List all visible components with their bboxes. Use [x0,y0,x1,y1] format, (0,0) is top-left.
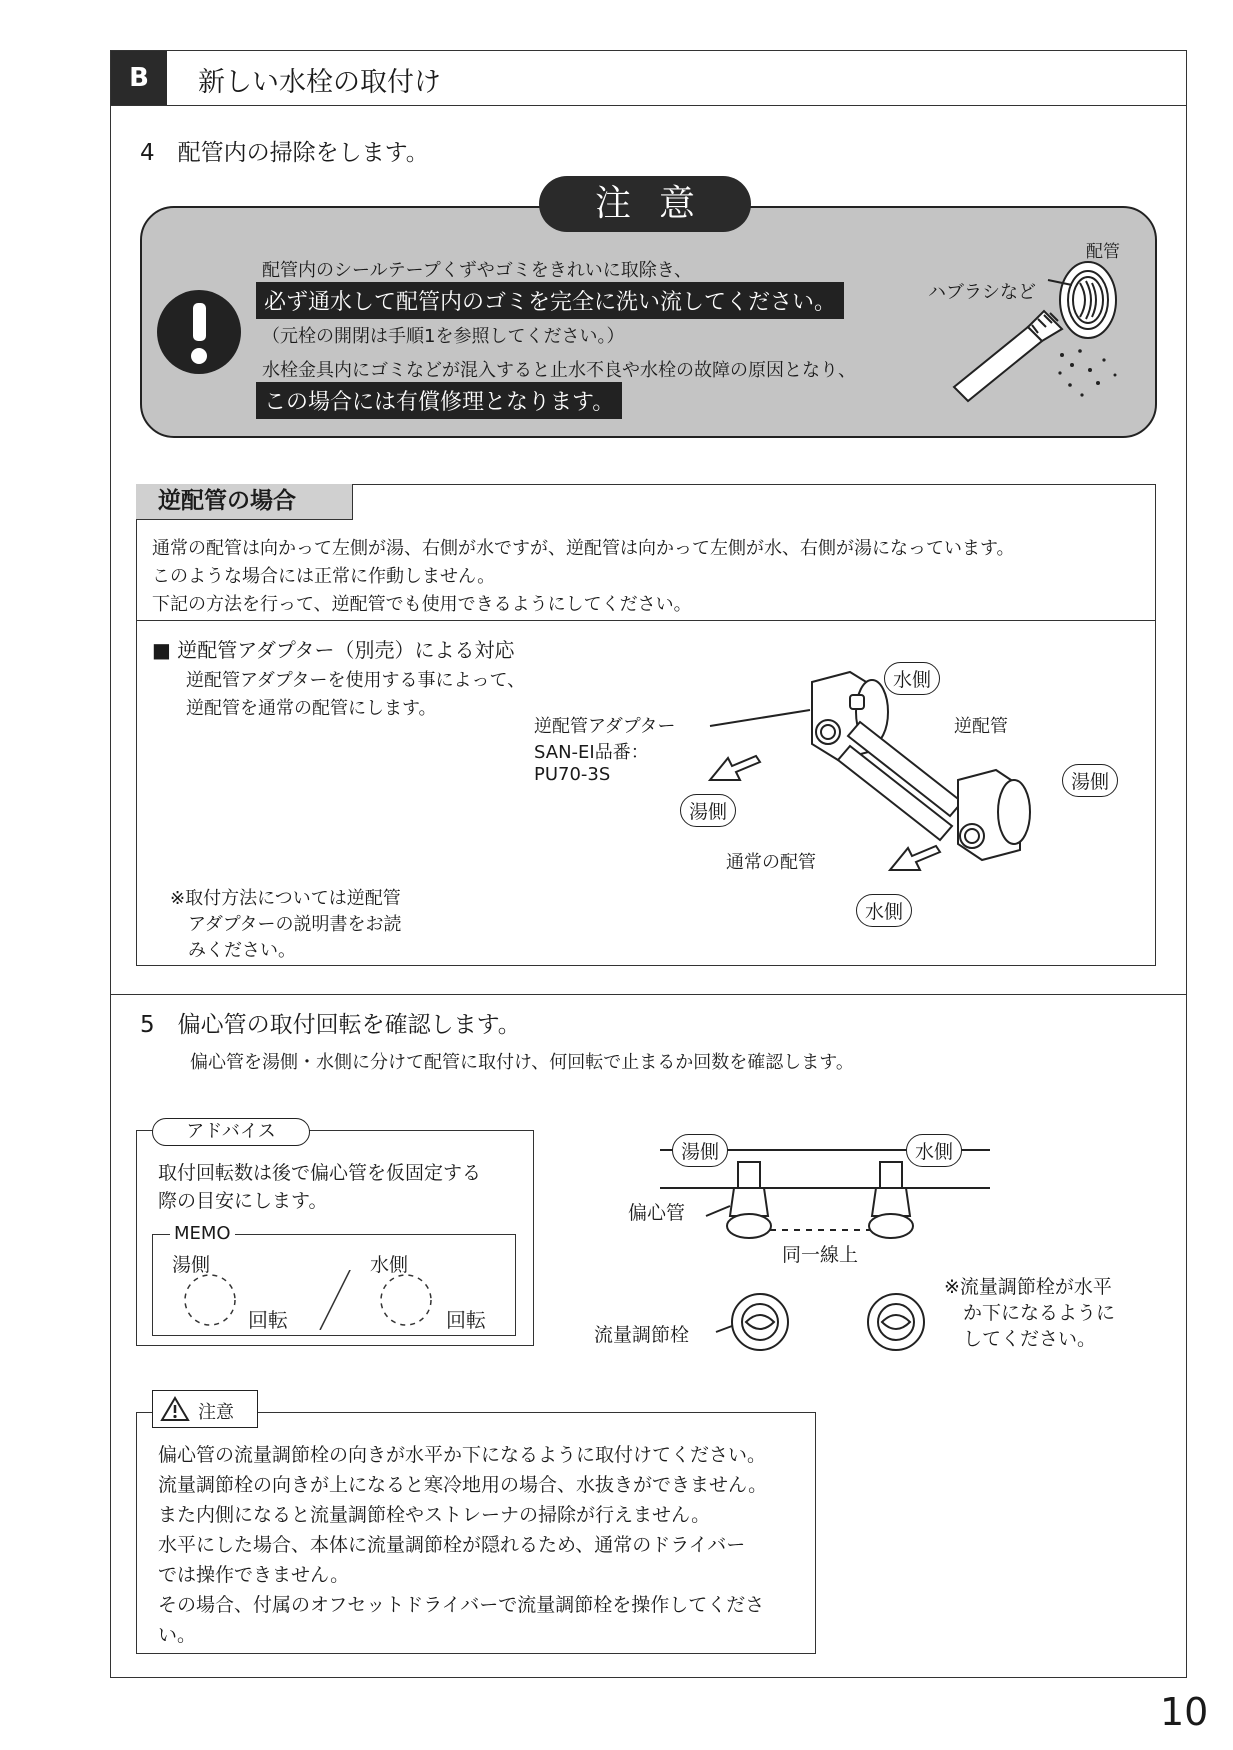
step5-caution-line-2: 流量調節栓の向きが上になると寒冷地用の場合、水抜きができません。 [158,1474,768,1496]
advice-label: アドバイス [152,1118,310,1146]
adapter-desc-2: 逆配管を通常の配管にします。 [186,698,437,719]
reverse-intro-3: 下記の方法を行って、逆配管でも使用できるようにしてください。 [152,594,692,615]
warning-triangle-icon [160,1396,190,1422]
step5-caution-line-4: 水平にした場合、本体に流量調節栓が隠れるため、通常のドライバー [158,1534,746,1556]
page-number: 10 [1160,1690,1209,1734]
fig-cold-side: 水側 [906,1134,962,1167]
reverse-note-1: ※取付方法については逆配管 [170,888,401,909]
adapter-label-1: 逆配管アダプター [534,716,676,737]
fig-note-2: か下になるように [944,1302,1116,1324]
step4-title: 4 配管内の掃除をします。 [140,140,429,166]
caution-pill: 注意 [539,176,751,232]
reverse-note-2: アダプターの説明書をお読 [170,914,402,935]
reverse-note-3: みください。 [170,940,296,961]
memo-hot: 湯側 [172,1254,211,1276]
same-line-label: 同一線上 [782,1244,859,1266]
step5-caution-line-5: では操作できません。 [158,1564,350,1586]
advice-text-2: 際の目安にします。 [158,1190,328,1212]
advice-text-1: 取付回転数は後で偏心管を仮固定する [158,1162,482,1184]
reverse-divider [136,620,1156,621]
reverse-pipe-tab: 逆配管の場合 [136,484,353,520]
step5-caution-line-3: また内側になると流量調節栓やストレーナの掃除が行えません。 [158,1504,711,1526]
fig-note-3: してください。 [944,1328,1097,1350]
hot-side-right: 湯側 [1062,764,1118,797]
caution-line-1: 配管内のシールテープくずやゴミをきれいに取除き、 [262,260,693,281]
pipe-label: 配管 [1086,242,1120,262]
exclamation-icon-dot [191,348,207,364]
section-letter: B [111,51,167,105]
brush-pipe-illustration [940,255,1130,415]
water-side-bottom: 水側 [856,894,912,927]
caution-line-3: （元栓の開閉は手順1を参照してください。） [262,326,625,347]
step5-caution-line-7: い。 [158,1624,197,1646]
step5-caution-line-6: その場合、付属のオフセットドライバーで流量調節栓を操作してくださ [158,1594,765,1616]
reverse-pipe-label: 逆配管 [954,716,1008,737]
caution-line-4: 水栓金具内にゴミなどが混入すると止水不良や水栓の故障の原因となり、 [262,360,856,381]
caution-highlight-2: この場合には有償修理となります。 [256,382,622,419]
hot-side-left: 湯側 [680,794,736,827]
flow-valve-label: 流量調節栓 [594,1324,690,1346]
adapter-label-3: PU70-3S [534,764,611,785]
brush-label: ハブラシなど [928,282,1036,303]
step5-desc: 偏心管を湯側・水側に分けて配管に取付け、何回転で止まるか回数を確認します。 [190,1052,854,1073]
step5-title: 5 偏心管の取付回転を確認します。 [140,1012,521,1038]
reverse-intro-2: このような場合には正常に作動しません。 [152,566,496,587]
exclamation-icon-bar [193,303,206,341]
step5-divider [110,994,1187,995]
memo-cold: 水側 [370,1254,409,1276]
step5-caution-line-1: 偏心管の流量調節栓の向きが水平か下になるように取付けてください。 [158,1444,767,1466]
eccentric-pipe-label: 偏心管 [628,1202,686,1224]
memo-turn-hot: 回転 [248,1308,288,1332]
normal-pipe-label: 通常の配管 [726,852,816,873]
water-side-top: 水側 [884,662,940,695]
reverse-adapter-illustration [700,660,1080,920]
reverse-intro-1: 通常の配管は向かって左側が湯、右側が水ですが、逆配管は向かって左側が水、右側が湯になっています。 [152,538,1015,559]
section-title: 新しい水栓の取付け [198,67,441,98]
adapter-label-2: SAN-EI品番： [534,742,649,763]
fig-hot-side: 湯側 [672,1134,728,1167]
step5-caution-label: 注意 [198,1402,234,1423]
memo-turn-cold: 回転 [446,1308,486,1332]
caution-highlight-1: 必ず通水して配管内のゴミを完全に洗い流してください。 [256,282,844,319]
memo-label: MEMO [170,1223,235,1244]
adapter-heading: ■ 逆配管アダプター（別売）による対応 [152,638,515,662]
adapter-desc-1: 逆配管アダプターを使用する事によって、 [186,670,526,691]
fig-note-1: ※流量調節栓が水平 [944,1276,1112,1298]
